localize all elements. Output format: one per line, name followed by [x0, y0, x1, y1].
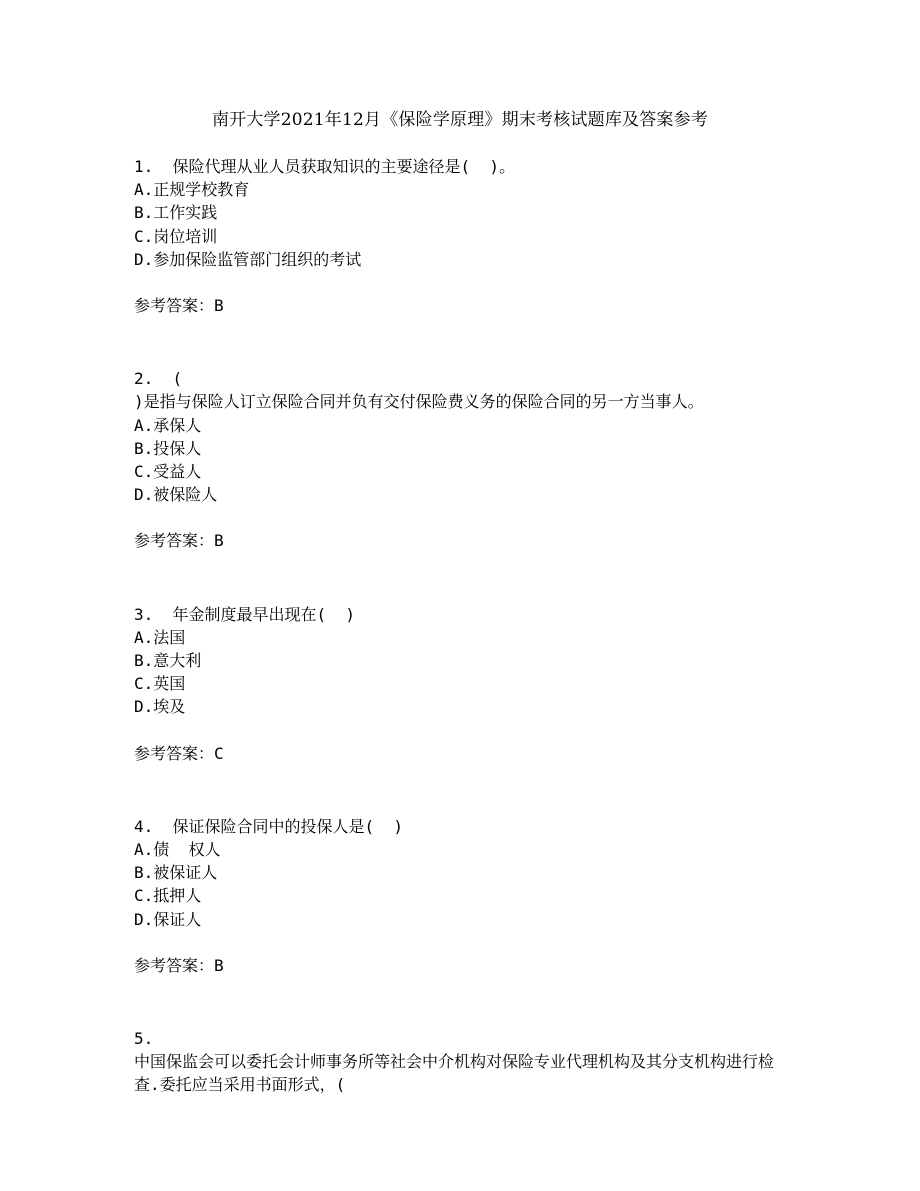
answer-text: 参考答案：C — [134, 743, 224, 763]
question-stem: 4. 保证保险合同中的投保人是( ) — [134, 816, 404, 836]
option-a: A.债 权人 — [134, 840, 221, 860]
answer-text: 参考答案：B — [134, 955, 224, 975]
option-c: C.抵押人 — [134, 886, 202, 906]
question-1 — [134, 155, 794, 317]
question-stem: 2. ( — [134, 369, 183, 389]
question-stem-continued: )是指与保险人订立保险合同并负有交付保险费义务的保险合同的另一方当事人。 — [134, 392, 704, 412]
answer-text: 参考答案：B — [134, 531, 224, 551]
question-stem: 3. 年金制度最早出现在( ) — [134, 604, 356, 624]
option-b: B.工作实践 — [134, 203, 218, 223]
option-c: C.受益人 — [134, 462, 202, 482]
option-b: B.被保证人 — [134, 863, 218, 883]
option-d: D.参加保险监管部门组织的考试 — [134, 249, 362, 269]
question-3 — [134, 603, 794, 765]
question-stem: 5. — [134, 1029, 154, 1049]
option-c: C.岗位培训 — [134, 226, 218, 246]
option-b: B.意大利 — [134, 651, 202, 671]
answer-text: 参考答案：B — [134, 296, 224, 316]
question-2 — [134, 367, 794, 552]
option-d: D.埃及 — [134, 697, 186, 717]
option-c: C.英国 — [134, 674, 186, 694]
question-stem-continued: 中国保监会可以委托会计师事务所等社会中介机构对保险专业代理机构及其分支机构进行检查.委托应当采用书面形式，( — [134, 1052, 775, 1095]
document-title: 南开大学2021年12月《保险学原理》期末考核试题库及答案参考 — [211, 110, 709, 130]
option-d: D.保证人 — [134, 909, 202, 929]
question-stem: 1. 保险代理从业人员获取知识的主要途径是( )。 — [134, 157, 516, 176]
question-list — [134, 155, 794, 1097]
option-b: B.投保人 — [134, 438, 202, 458]
option-a: A.正规学校教育 — [134, 180, 250, 200]
question-5 — [134, 1027, 794, 1097]
option-a: A.法国 — [134, 627, 186, 647]
question-4 — [134, 815, 794, 977]
option-d: D.被保险人 — [134, 485, 218, 505]
option-a: A.承保人 — [134, 415, 202, 435]
